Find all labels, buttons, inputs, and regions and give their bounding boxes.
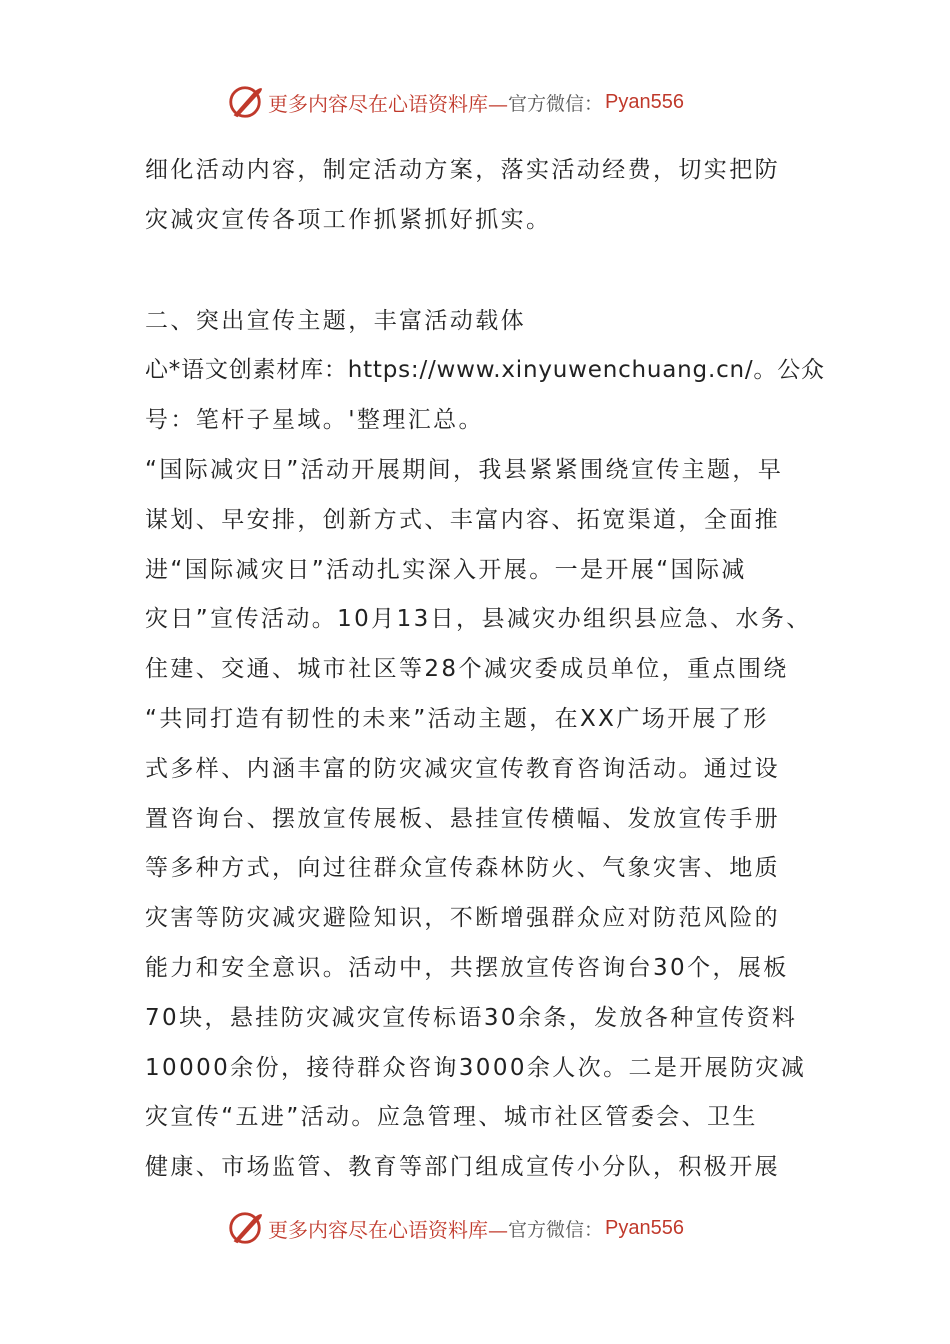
text-line: 健康、市场监管、教育等部门组成宣传小分队，积极开展 [145,1154,780,1181]
section-heading: 二、突出宣传主题，丰富活动载体 [145,307,526,334]
header-banner [226,82,684,122]
wechat-label: 官方微信： [508,92,604,115]
text-line: “国际减灾日”活动开展期间，我县紧紧围绕宣传主题，早 [145,456,784,483]
text-line: 式多样、内涵丰富的防灾减灾宣传教育咨询活动。通过设 [145,755,780,782]
paragraph-gap [145,246,815,297]
wechat-label: 官方微信： [508,1218,604,1241]
wechat-account: Pyan556 [605,90,684,113]
text-line: 号：笔杆子星域。'整理汇总。 [145,407,484,434]
quill-logo-icon [226,1209,264,1247]
banner-text: 更多内容尽在心语资料库— [268,1217,508,1242]
text-line: 灾日”宣传活动。10月13日，县减灾办组织县应急、水务、 [145,606,812,633]
footer-banner [226,1208,684,1248]
text-line: 10000余份，接待群众咨询3000余人次。二是开展防灾减 [145,1054,807,1081]
text-line: “共同打造有韧性的未来”活动主题，在XX广场开展了形 [145,705,769,732]
text-line: 70块，悬挂防灾减灾宣传标语30余条，发放各种宣传资料 [145,1004,798,1031]
text-line: 置咨询台、摆放宣传展板、悬挂宣传横幅、发放宣传手册 [145,805,780,832]
banner-text: 更多内容尽在心语资料库— [268,91,508,116]
document-body [145,146,825,1193]
text-line: 谋划、早安排，创新方式、丰富内容、拓宽渠道，全面推 [145,506,780,533]
wechat-account: Pyan556 [605,1216,684,1239]
text-line: 等多种方式，向过往群众宣传森林防火、气象灾害、地质 [145,855,780,882]
text-line: 灾害等防灾减灾避险知识，不断增强群众应对防范风险的 [145,905,780,932]
text-line: 能力和安全意识。活动中，共摆放宣传咨询台30个，展板 [145,954,789,981]
text-line: 灾宣传“五进”活动。应急管理、城市社区管委会、卫生 [145,1104,758,1131]
text-line: 细化活动内容，制定活动方案，落实活动经费，切实把防 [145,157,780,183]
text-line: 进“国际减灾日”活动扎实深入开展。一是开展“国际减 [145,556,747,583]
quill-logo-icon [226,83,264,121]
text-line: 灾减灾宣传各项工作抓紧抓好抓实。 [145,206,552,233]
text-line: 心*语文创素材库：https://www.xinyuwenchuang.cn/。公众 [145,357,825,384]
text-line: 住建、交通、城市社区等28个减灾委成员单位，重点围绕 [145,656,789,683]
